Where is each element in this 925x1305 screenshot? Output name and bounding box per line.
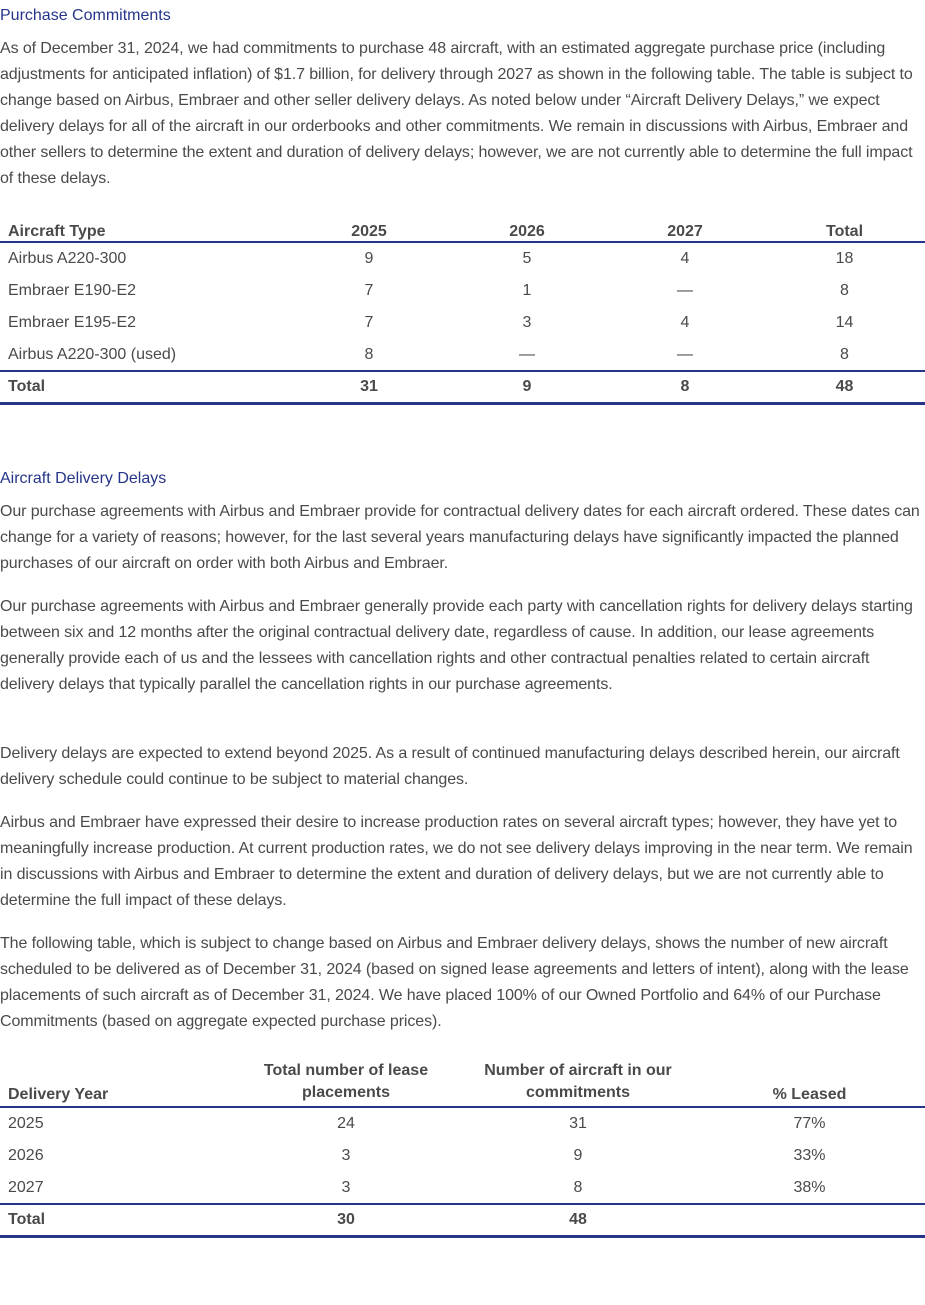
- cell-aircraft-type: Embraer E195-E2: [8, 314, 137, 331]
- header-aircraft-type: Aircraft Type: [0, 214, 290, 242]
- table-row: [0, 242, 925, 275]
- table-total-row: [0, 1204, 925, 1236]
- cell-total-lease-placements: 30: [230, 1204, 462, 1236]
- cell-percent-leased: 77%: [793, 1115, 826, 1132]
- cell-total-2025: 31: [290, 371, 448, 403]
- cell-total-label: Total: [0, 371, 290, 403]
- purchase-commitments-table: [0, 214, 925, 405]
- cell-2027: 4: [680, 250, 690, 267]
- header-delivery-year: Delivery Year: [0, 1060, 230, 1107]
- table-row: [0, 275, 925, 307]
- header-2027: 2027: [606, 214, 764, 242]
- cell-total-label: Total: [0, 1204, 230, 1236]
- cell-lease-placements: 24: [337, 1115, 355, 1132]
- cell-total-aircraft-in-commitments: 48: [462, 1204, 694, 1236]
- purchase-commitments-paragraph: As of December 31, 2024, we had commitments to purchase 48 aircraft, with an estimated aggregate purchase price (including adjustments for anticipated inflation) of $1.7 billion, for delivery through 2027 as shown in the following table. The table is subject to change based on Airbus, Embraer and other seller delivery delays. As noted below under “Aircraft Delivery Delays,” we expect delivery delays for all of the aircraft in our orderbooks and other commitments. We remain in discussions with Airbus, Embraer and other sellers to determine the extent and duration of delivery delays; however, we are not currently able to determine the full impact of these delays.: [0, 40, 913, 187]
- delivery-delays-paragraph-4: Airbus and Embraer have expressed their desire to increase production rates on several aircraft types; however, they have yet to meaningfully increase production. At current production rates, we do not see delivery delays improving in the near term. We remain in discussions with Airbus and Embraer to determine the extent and duration of delivery delays, but we are not currently able to determine the full impact of these delays.: [0, 814, 913, 909]
- cell-2025: 9: [364, 250, 374, 267]
- section-heading-purchase-commitments: Purchase Commitments: [0, 7, 171, 24]
- cell-2027: —: [677, 345, 693, 363]
- table-row: [0, 1107, 925, 1140]
- cell-2026: 3: [522, 314, 532, 331]
- cell-2025: 8: [364, 345, 374, 363]
- cell-aircraft-in-commitments: 8: [573, 1178, 583, 1196]
- cell-lease-placements: 3: [341, 1147, 351, 1164]
- cell-percent-leased: 33%: [793, 1147, 826, 1164]
- cell-2026: —: [519, 345, 535, 363]
- cell-aircraft-type: Airbus A220-300: [8, 250, 127, 267]
- header-2025: 2025: [290, 214, 448, 242]
- cell-2026: 1: [522, 282, 532, 299]
- cell-total-2027: 8: [606, 371, 764, 403]
- cell-total-percent-leased: [694, 1204, 925, 1236]
- cell-2025: 7: [364, 282, 374, 299]
- header-total: Total: [764, 214, 925, 242]
- cell-2026: 5: [522, 250, 532, 267]
- cell-aircraft-type: Airbus A220-300 (used): [8, 345, 177, 363]
- table-row: [0, 339, 925, 371]
- table-row: [0, 307, 925, 339]
- cell-delivery-year: 2025: [8, 1115, 44, 1132]
- cell-total-2026: 9: [448, 371, 606, 403]
- cell-aircraft-type: Embraer E190-E2: [8, 282, 137, 299]
- header-percent-leased: % Leased: [694, 1060, 925, 1107]
- table-header-row: [0, 214, 925, 242]
- table-total-row: [0, 371, 925, 403]
- cell-total: 18: [835, 250, 854, 267]
- header-lease-placements: Total number of lease placements: [230, 1060, 462, 1107]
- header-2026: 2026: [448, 214, 606, 242]
- table-header-row: [0, 1060, 925, 1107]
- lease-placements-table: [0, 1060, 925, 1238]
- header-aircraft-in-commitments: Number of aircraft in our commitments: [462, 1060, 694, 1107]
- table-row: [0, 1140, 925, 1172]
- cell-2027: —: [677, 282, 693, 299]
- cell-delivery-year: 2027: [8, 1178, 44, 1196]
- table-row: [0, 1172, 925, 1204]
- cell-delivery-year: 2026: [8, 1147, 44, 1164]
- section-heading-aircraft-delivery-delays: Aircraft Delivery Delays: [0, 470, 167, 487]
- cell-total: 8: [840, 282, 849, 299]
- cell-2025: 7: [364, 314, 374, 331]
- cell-aircraft-in-commitments: 9: [573, 1147, 583, 1164]
- cell-lease-placements: 3: [341, 1178, 351, 1196]
- delivery-delays-paragraph-5: The following table, which is subject to change based on Airbus and Embraer delivery delays, shows the number of new aircraft scheduled to be delivered as of December 31, 2024 (based on signed lease agreements and letters of intent), along with the lease placements of such aircraft as of December 31, 2024. We have placed 100% of our Owned Portfolio and 64% of our Purchase Commitments (based on aggregate expected purchase prices).: [0, 935, 909, 1030]
- cell-aircraft-in-commitments: 31: [569, 1115, 587, 1132]
- cell-total-total: 48: [764, 371, 925, 403]
- cell-2027: 4: [680, 314, 690, 331]
- delivery-delays-paragraph-1: Our purchase agreements with Airbus and Embraer provide for contractual delivery dates for each aircraft ordered. These dates can change for a variety of reasons; however, for the last several years manufacturing delays have significantly impacted the planned purchases of our aircraft on order with both Airbus and Embraer.: [0, 503, 920, 572]
- delivery-delays-paragraph-2: Our purchase agreements with Airbus and Embraer generally provide each party with cancellation rights for delivery delays starting between six and 12 months after the original contractual delivery date, regardless of cause. In addition, our lease agreements generally provide each of us and the lessees with cancellation rights and other contractual penalties related to certain aircraft delivery delays that typically parallel the cancellation rights in our purchase agreements.: [0, 598, 913, 693]
- cell-total: 14: [835, 314, 854, 331]
- delivery-delays-paragraph-3: Delivery delays are expected to extend beyond 2025. As a result of continued manufacturing delays described herein, our aircraft delivery schedule could continue to be subject to material changes.: [0, 745, 900, 788]
- cell-percent-leased: 38%: [793, 1178, 826, 1196]
- cell-total: 8: [840, 345, 849, 363]
